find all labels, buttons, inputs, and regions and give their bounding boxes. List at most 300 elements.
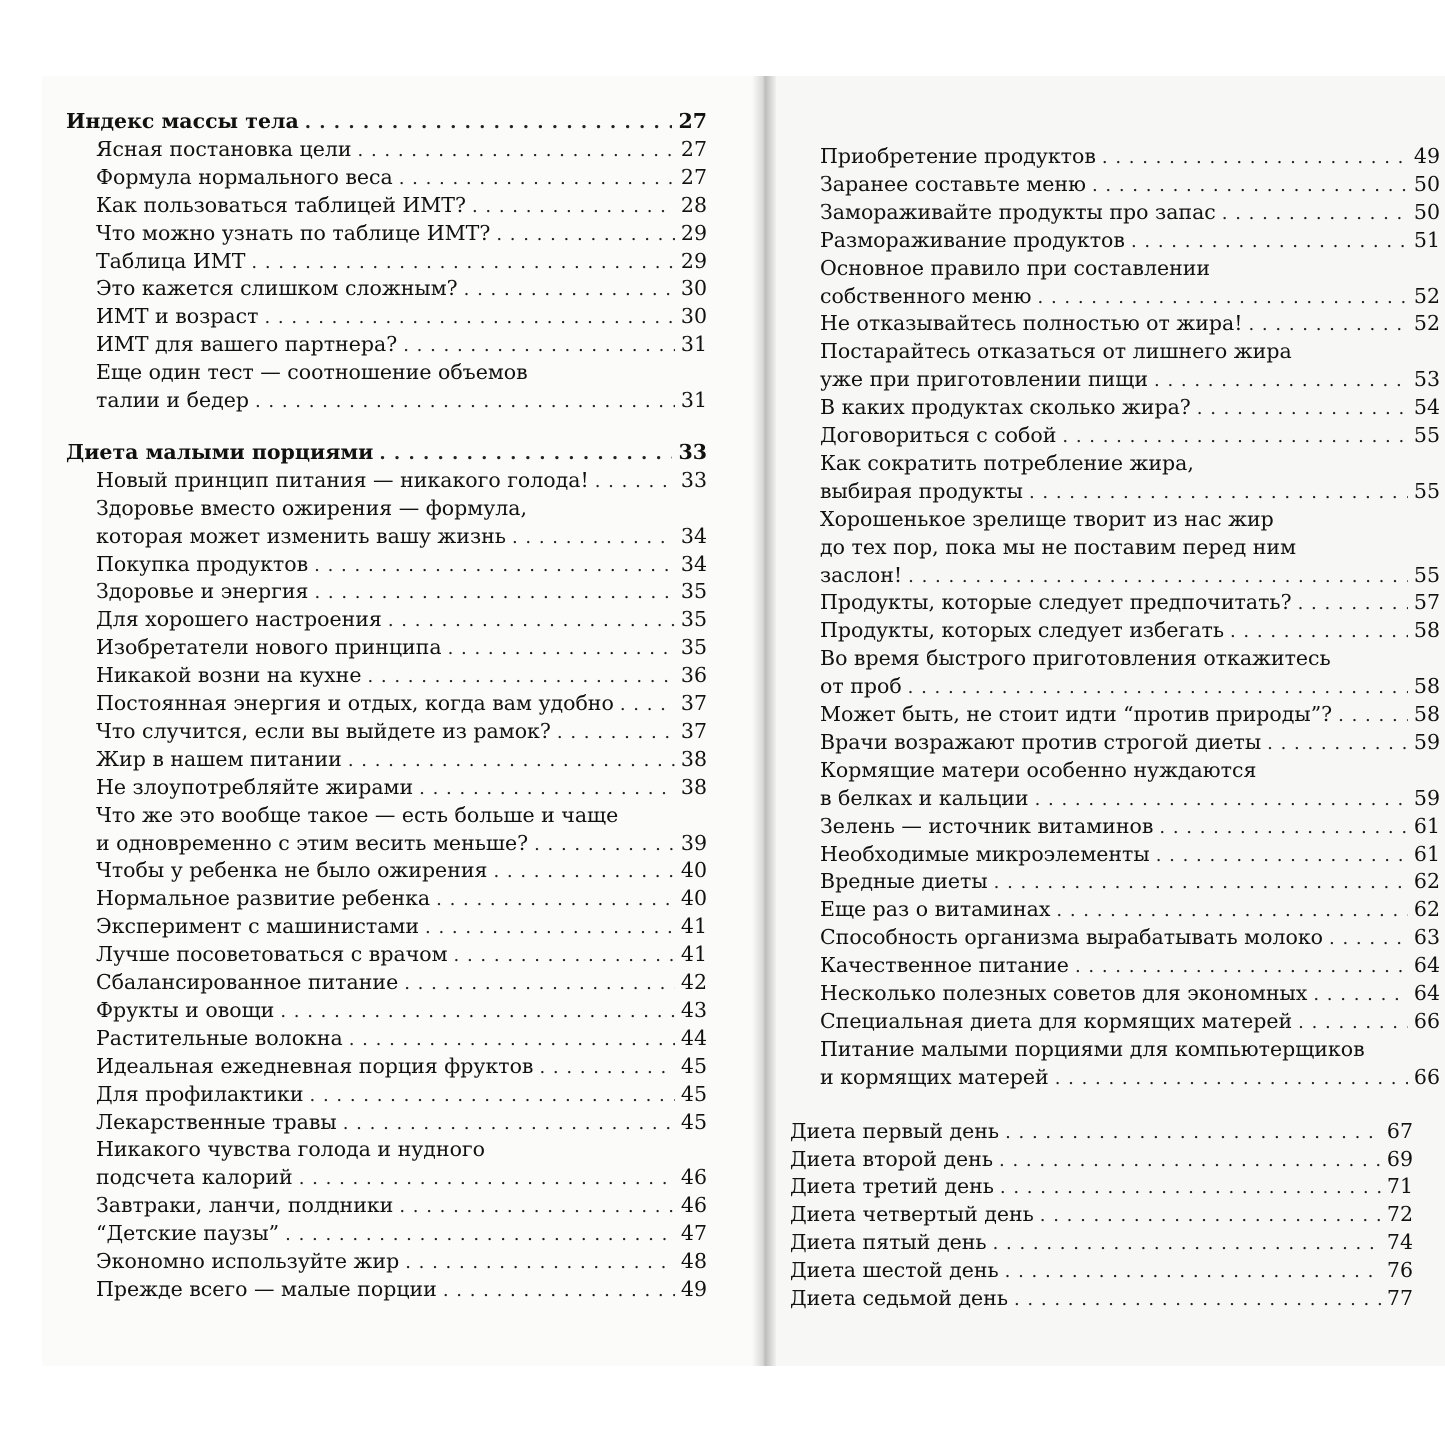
toc-page-number: 58 xyxy=(1413,702,1440,726)
toc-entry xyxy=(96,968,707,997)
toc-entry-title: Идеальная ежедневная порция фруктов xyxy=(96,1053,534,1078)
toc-page-number: 37 xyxy=(680,718,707,743)
toc-entry-title: Покупка продуктов xyxy=(96,551,309,576)
toc-entry-title: Диета первый день xyxy=(790,1118,1000,1143)
toc-page-number: 59 xyxy=(1413,729,1440,754)
dot-leader xyxy=(496,220,675,249)
toc-entry-title: Как пользоваться таблицей ИМТ? xyxy=(96,192,466,217)
dot-leader xyxy=(348,746,675,775)
dot-leader xyxy=(1298,589,1408,618)
toc-page-number: 64 xyxy=(1413,981,1440,1005)
dot-leader xyxy=(388,606,675,635)
dot-leader xyxy=(908,673,1408,702)
toc-page-number: 27 xyxy=(680,164,707,189)
toc-entry-title: которая может изменить вашу жизнь xyxy=(96,523,506,548)
toc-entry-title: Хорошенькое зрелище творит из нас жир xyxy=(820,506,1274,531)
toc-entry-title: Не отказывайтесь полностью от жира! xyxy=(820,311,1243,336)
toc-page-number: 36 xyxy=(680,663,707,688)
toc-entry-title: Не злоупотребляйте жирами xyxy=(96,774,414,799)
toc-page-number: 45 xyxy=(680,1053,707,1078)
toc-entry-title: Лучше посоветоваться с врачом xyxy=(96,942,448,967)
toc-entry xyxy=(820,142,1440,171)
toc-page-number: 45 xyxy=(680,1109,707,1134)
toc-page-number: 35 xyxy=(680,579,707,604)
toc-entry-title: Диета четвертый день xyxy=(790,1202,1034,1227)
toc-entry-title: Постоянная энергия и отдых, когда вам удобно xyxy=(96,691,614,715)
toc-page-number: 40 xyxy=(680,858,707,883)
toc-page-number: 51 xyxy=(1413,227,1440,252)
toc-page-number: 55 xyxy=(1413,423,1440,447)
toc-entry xyxy=(820,588,1440,617)
dot-leader xyxy=(1197,394,1408,423)
toc-page-number: 53 xyxy=(1413,367,1440,392)
dot-leader xyxy=(999,1146,1381,1175)
toc-entry xyxy=(96,605,707,634)
toc-page-number: 62 xyxy=(1413,869,1440,894)
toc-entry-title: Питание малыми порциями для компьютерщиков xyxy=(820,1036,1365,1061)
toc-entry xyxy=(790,1145,1413,1174)
toc-entry xyxy=(820,254,1440,283)
dot-leader xyxy=(299,1164,675,1193)
toc-page-number: 28 xyxy=(680,192,707,217)
toc-entry xyxy=(820,1035,1440,1064)
toc-page-number: 43 xyxy=(680,997,707,1022)
toc-entry xyxy=(96,466,707,495)
toc-entry-title: Диета пятый день xyxy=(790,1230,987,1255)
toc-page-number: 55 xyxy=(1413,478,1440,503)
toc-entry xyxy=(96,163,707,192)
dot-leader xyxy=(310,1081,675,1110)
toc-entry xyxy=(790,1172,1413,1201)
toc-entry xyxy=(820,309,1440,338)
toc-page-number: 54 xyxy=(1413,395,1440,420)
dot-leader xyxy=(1338,701,1408,730)
toc-entry-title: Диета третий день xyxy=(790,1174,994,1199)
left-page xyxy=(42,76,763,1366)
toc-entry xyxy=(820,533,1440,562)
toc-entry xyxy=(820,867,1440,896)
toc-entry-title: Договориться с собой xyxy=(820,423,1057,447)
toc-entry-title: Качественное питание xyxy=(820,953,1069,978)
toc-entry-title: Завтраки, ланчи, полдники xyxy=(96,1193,394,1218)
toc-page-number: 50 xyxy=(1413,171,1440,196)
toc-entry-title: Прежде всего — малые порции xyxy=(96,1276,437,1301)
toc-entry-title: Диета шестой день xyxy=(790,1258,999,1283)
dot-leader xyxy=(403,331,675,360)
dot-leader xyxy=(280,997,675,1026)
toc-entry-title: Изобретатели нового принципа xyxy=(96,635,442,660)
dot-leader xyxy=(264,303,674,332)
toc-entry xyxy=(96,1135,707,1164)
toc-page-number: 55 xyxy=(1413,562,1440,587)
dot-leader xyxy=(251,248,675,277)
toc-entry-title: Эксперимент с машинистами xyxy=(96,914,420,939)
dot-leader xyxy=(1055,1064,1408,1093)
toc-page-number: 52 xyxy=(1413,283,1440,308)
dot-leader xyxy=(534,830,675,859)
toc-entry xyxy=(820,1007,1440,1036)
dot-leader xyxy=(1131,227,1408,256)
dot-leader xyxy=(367,662,674,691)
dot-leader xyxy=(1267,729,1408,758)
toc-entry xyxy=(820,365,1440,394)
toc-entry-title: Это кажется слишком сложным? xyxy=(96,276,458,301)
toc-entry-title: Новый принцип питания — никакого голода! xyxy=(96,467,589,492)
toc-entry-title: Специальная диета для кормящих матерей xyxy=(820,1008,1293,1033)
toc-entry xyxy=(96,330,707,359)
toc-entry-title: Что же это вообще такое — есть больше и чаще xyxy=(96,802,619,827)
toc-entry xyxy=(96,302,707,331)
toc-entry-title: ИМТ для вашего партнера? xyxy=(96,332,398,357)
toc-entry xyxy=(790,1200,1413,1229)
toc-entry-title: Приобретение продуктов xyxy=(820,144,1096,168)
toc-entry xyxy=(96,1024,707,1053)
toc-entry xyxy=(820,644,1440,673)
dot-leader xyxy=(1038,283,1408,312)
toc-page-number: 41 xyxy=(680,942,707,967)
toc-entry xyxy=(820,700,1440,729)
dot-leader xyxy=(1159,813,1408,842)
dot-leader xyxy=(314,551,675,580)
toc-entry xyxy=(96,1191,707,1220)
toc-page-number: 57 xyxy=(1413,590,1440,615)
dot-leader xyxy=(1040,1201,1381,1230)
toc-entry-title: Несколько полезных советов для экономных xyxy=(820,981,1308,1005)
toc-entry xyxy=(96,884,707,913)
dot-leader xyxy=(436,885,675,914)
toc-entry xyxy=(820,616,1440,645)
toc-entry-title: Постарайтесь отказаться от лишнего жира xyxy=(820,339,1292,364)
dot-leader xyxy=(464,275,675,304)
toc-entry-title: Диета седьмой день xyxy=(790,1286,1008,1310)
toc-entry-title: заслон! xyxy=(820,562,903,587)
toc-entry-title: Еще один тест — соотношение объемов xyxy=(96,360,528,385)
dot-leader xyxy=(557,718,675,747)
toc-page-number: 38 xyxy=(680,746,707,771)
toc-page-number: 46 xyxy=(680,1193,707,1218)
toc-page-number: 64 xyxy=(1413,953,1440,978)
toc-page-number: 27 xyxy=(678,109,707,133)
toc-page-number: 66 xyxy=(1413,1008,1440,1033)
toc-entry xyxy=(96,717,707,746)
toc-entry xyxy=(96,1275,707,1304)
toc-entry xyxy=(96,773,707,802)
dot-leader xyxy=(1222,199,1408,228)
toc-entry-title: Вредные диеты xyxy=(820,869,988,894)
dot-leader xyxy=(1035,785,1408,814)
dot-leader xyxy=(358,136,675,165)
toc-page-number: 59 xyxy=(1413,785,1440,810)
toc-page-number: 27 xyxy=(680,136,707,161)
toc-page-number: 29 xyxy=(680,220,707,245)
dot-leader xyxy=(349,1025,675,1054)
toc-page-number: 44 xyxy=(680,1025,707,1050)
dot-leader xyxy=(1092,171,1408,200)
toc-entry xyxy=(820,979,1440,1008)
toc-entry-title: до тех пор, пока мы не поставим перед ним xyxy=(820,534,1297,559)
toc-entry-title: Что можно узнать по таблице ИМТ? xyxy=(96,220,491,245)
toc-entry-title: в белках и кальции xyxy=(820,785,1029,810)
dot-leader xyxy=(1062,422,1408,451)
toc-entry-title: Для хорошего настроения xyxy=(96,607,382,632)
toc-entry xyxy=(790,1256,1413,1285)
dot-leader xyxy=(1005,1257,1381,1286)
toc-entry-title: Еще раз о витаминах xyxy=(820,897,1051,922)
toc-page-number: 42 xyxy=(680,970,707,994)
dot-leader xyxy=(1298,1008,1408,1037)
dot-leader xyxy=(404,969,675,998)
toc-entry xyxy=(96,689,707,718)
toc-entry-title: Заранее составьте меню xyxy=(820,171,1086,196)
toc-entry xyxy=(820,337,1440,366)
toc-entry xyxy=(820,1063,1440,1092)
toc-page-number: 52 xyxy=(1413,311,1440,336)
toc-page-number: 33 xyxy=(680,467,707,492)
toc-entry xyxy=(96,1247,707,1276)
toc-entry xyxy=(820,449,1440,478)
toc-page-number: 69 xyxy=(1386,1146,1413,1171)
toc-entry xyxy=(96,522,707,551)
toc-entry-title: Фрукты и овощи xyxy=(96,997,275,1022)
toc-entry-title: Для профилактики xyxy=(96,1081,304,1106)
toc-entry-title: уже при приготовлении пищи xyxy=(820,367,1148,392)
toc-entry-title: Диета малыми порциями xyxy=(66,439,374,464)
toc-entry-title: В каких продуктах сколько жира? xyxy=(820,395,1191,420)
toc-entry xyxy=(820,923,1440,952)
toc-entry xyxy=(820,421,1440,450)
toc-page-number: 49 xyxy=(1413,144,1440,168)
toc-entry-title: и одновременно с этим весить меньше? xyxy=(96,830,529,855)
dot-leader xyxy=(908,562,1408,591)
dot-leader xyxy=(285,1220,675,1249)
toc-page-number: 45 xyxy=(680,1081,707,1106)
toc-page-number: 30 xyxy=(680,276,707,301)
dot-leader xyxy=(305,108,673,137)
toc-page-number: 67 xyxy=(1386,1118,1413,1143)
toc-entry-title: Лекарственные травы xyxy=(96,1109,337,1134)
toc-entry xyxy=(96,577,707,606)
toc-page-number: 46 xyxy=(680,1165,707,1190)
toc-entry xyxy=(96,801,707,830)
toc-entry-title: Чтобы у ребенка не было ожирения xyxy=(96,858,488,883)
dot-leader xyxy=(399,1192,675,1221)
dot-leader xyxy=(419,774,675,803)
toc-entry-title: Необходимые микроэлементы xyxy=(820,841,1150,866)
toc-page-number: 38 xyxy=(680,774,707,799)
toc-entry xyxy=(820,672,1440,701)
right-page xyxy=(765,76,1445,1366)
toc-entry xyxy=(96,745,707,774)
toc-entry-title: Может быть, не стоит идти “против природы”? xyxy=(820,702,1333,726)
toc-entry-title: Основное правило при составлении xyxy=(820,255,1211,280)
dot-leader xyxy=(512,523,675,552)
toc-entry-title: выбирая продукты xyxy=(820,478,1023,503)
toc-entry-title: и кормящих матерей xyxy=(820,1064,1049,1089)
toc-entry xyxy=(820,812,1440,841)
toc-entry xyxy=(820,756,1440,785)
dot-leader xyxy=(454,941,675,970)
toc-entry xyxy=(96,247,707,276)
toc-entry xyxy=(96,1108,707,1137)
dot-leader xyxy=(255,387,675,416)
toc-entry-title: подсчета калорий xyxy=(96,1165,293,1190)
toc-entry xyxy=(820,895,1440,924)
toc-section-heading xyxy=(66,107,707,136)
dot-leader xyxy=(1029,478,1408,507)
toc-entry xyxy=(96,996,707,1025)
toc-entry xyxy=(96,191,707,220)
toc-entry-title: Врачи возражают против строгой диеты xyxy=(820,729,1262,754)
toc-entry-title: Никакой возни на кухне xyxy=(96,663,362,688)
toc-page-number: 29 xyxy=(680,248,707,273)
dot-leader xyxy=(539,1053,674,1082)
dot-leader xyxy=(493,857,674,886)
toc-page-number: 74 xyxy=(1386,1230,1413,1255)
dot-leader xyxy=(314,578,674,607)
toc-entry xyxy=(790,1117,1413,1146)
toc-entry-title: Здоровье и энергия xyxy=(96,579,309,604)
toc-entry-title: Формула нормального веса xyxy=(96,164,393,189)
toc-entry xyxy=(96,386,707,415)
dot-leader xyxy=(1248,310,1407,339)
toc-page-number: 62 xyxy=(1413,897,1440,922)
toc-entry xyxy=(820,951,1440,980)
toc-page-number: 63 xyxy=(1413,925,1440,950)
toc-entry xyxy=(96,829,707,858)
toc-entry-title: Продукты, которых следует избегать xyxy=(820,618,1224,643)
toc-page-number: 71 xyxy=(1386,1174,1413,1199)
toc-entry-title: Таблица ИМТ xyxy=(96,248,246,273)
dot-leader xyxy=(1056,896,1408,925)
toc-entry-title: Замораживайте продукты про запас xyxy=(820,199,1216,224)
toc-page-number: 77 xyxy=(1386,1286,1413,1310)
dot-leader xyxy=(620,690,675,719)
toc-entry xyxy=(96,940,707,969)
toc-entry xyxy=(820,477,1440,506)
dot-leader xyxy=(425,913,675,942)
toc-entry-title: Нормальное развитие ребенка xyxy=(96,886,431,911)
toc-entry xyxy=(96,912,707,941)
toc-page-number: 33 xyxy=(678,439,707,464)
toc-page-number: 76 xyxy=(1386,1258,1413,1283)
toc-entry xyxy=(820,170,1440,199)
toc-entry xyxy=(820,282,1440,311)
toc-entry xyxy=(820,561,1440,590)
toc-entry xyxy=(96,1052,707,1081)
toc-entry-title: собственного меню xyxy=(820,283,1032,308)
toc-entry xyxy=(820,784,1440,813)
toc-page-number: 41 xyxy=(680,914,707,939)
dot-leader xyxy=(994,868,1408,897)
toc-page-number: 47 xyxy=(680,1221,707,1246)
dot-leader xyxy=(1329,924,1408,953)
toc-entry xyxy=(820,840,1440,869)
toc-page-number: 37 xyxy=(680,691,707,715)
toc-entry xyxy=(96,633,707,662)
toc-section-heading xyxy=(66,438,707,467)
toc-entry-title: Ясная постановка цели xyxy=(96,136,352,161)
dot-leader xyxy=(993,1229,1381,1258)
toc-entry xyxy=(96,219,707,248)
toc-entry-title: Как сократить потребление жира, xyxy=(820,450,1194,475)
toc-page-number: 61 xyxy=(1413,841,1440,866)
toc-page-number: 35 xyxy=(680,607,707,632)
dot-leader xyxy=(443,1276,675,1305)
toc-page-number: 30 xyxy=(680,304,707,329)
dot-leader xyxy=(1154,366,1408,395)
dot-leader xyxy=(1014,1285,1381,1314)
toc-entry-title: Способность организма вырабатывать молоко xyxy=(820,925,1323,950)
dot-leader xyxy=(1000,1173,1381,1202)
toc-entry-title: Что случится, если вы выйдете из рамок? xyxy=(96,718,551,743)
toc-entry-title: Здоровье вместо ожирения — формула, xyxy=(96,495,528,520)
toc-entry-title: Индекс массы тела xyxy=(66,109,299,133)
dot-leader xyxy=(1156,841,1408,870)
toc-page-number: 58 xyxy=(1413,618,1440,643)
toc-entry-title: талии и бедер xyxy=(96,388,249,412)
book-gutter xyxy=(752,76,776,1366)
toc-entry-title: Растительные волокна xyxy=(96,1025,343,1050)
toc-entry-title: Во время быстрого приготовления откажитесь xyxy=(820,646,1331,671)
toc-entry xyxy=(820,198,1440,227)
toc-entry-title: ИМТ и возраст xyxy=(96,304,259,329)
toc-page-number: 72 xyxy=(1386,1202,1413,1227)
toc-page-number: 61 xyxy=(1413,813,1440,838)
toc-entry-title: Кормящие матери особенно нуждаются xyxy=(820,757,1257,782)
toc-page-number: 58 xyxy=(1413,674,1440,699)
toc-entry xyxy=(96,1163,707,1192)
toc-entry xyxy=(96,550,707,579)
dot-leader xyxy=(1230,617,1408,646)
toc-page-number: 34 xyxy=(680,523,707,548)
toc-page-number: 40 xyxy=(680,886,707,911)
dot-leader xyxy=(595,467,675,496)
dot-leader xyxy=(448,634,675,663)
toc-entry-title: Зелень — источник витаминов xyxy=(820,813,1154,838)
toc-page-number: 48 xyxy=(680,1249,707,1273)
toc-page-number: 31 xyxy=(680,332,707,357)
toc-entry xyxy=(96,274,707,303)
toc-page-number: 49 xyxy=(680,1276,707,1301)
toc-entry-title: Продукты, которые следует предпочитать? xyxy=(820,590,1292,615)
toc-entry-title: Никакого чувства голода и нудного xyxy=(96,1137,486,1162)
toc-entry xyxy=(96,135,707,164)
dot-leader xyxy=(405,1248,675,1277)
toc-page-number: 31 xyxy=(680,388,707,412)
dot-leader xyxy=(472,192,675,221)
toc-entry-title: Размораживание продуктов xyxy=(820,227,1125,252)
toc-entry-title: Сбалансированное питание xyxy=(96,970,399,994)
toc-entry-title: “Детские паузы” xyxy=(96,1221,280,1246)
dot-leader xyxy=(379,439,672,468)
toc-page-number: 34 xyxy=(680,551,707,576)
toc-entry-title: Жир в нашем питании xyxy=(96,746,342,771)
toc-page-number: 50 xyxy=(1413,199,1440,224)
toc-entry-title: Диета второй день xyxy=(790,1146,993,1171)
dot-leader xyxy=(1075,952,1408,981)
dot-leader xyxy=(1313,980,1408,1009)
dot-leader xyxy=(1005,1118,1381,1147)
toc-entry xyxy=(820,728,1440,757)
dot-leader xyxy=(399,164,675,193)
toc-entry xyxy=(96,856,707,885)
toc-entry xyxy=(820,505,1440,534)
dot-leader xyxy=(1102,143,1408,172)
toc-entry xyxy=(96,1219,707,1248)
dot-leader xyxy=(343,1109,675,1138)
toc-entry-title: от проб xyxy=(820,674,902,699)
toc-entry xyxy=(820,226,1440,255)
